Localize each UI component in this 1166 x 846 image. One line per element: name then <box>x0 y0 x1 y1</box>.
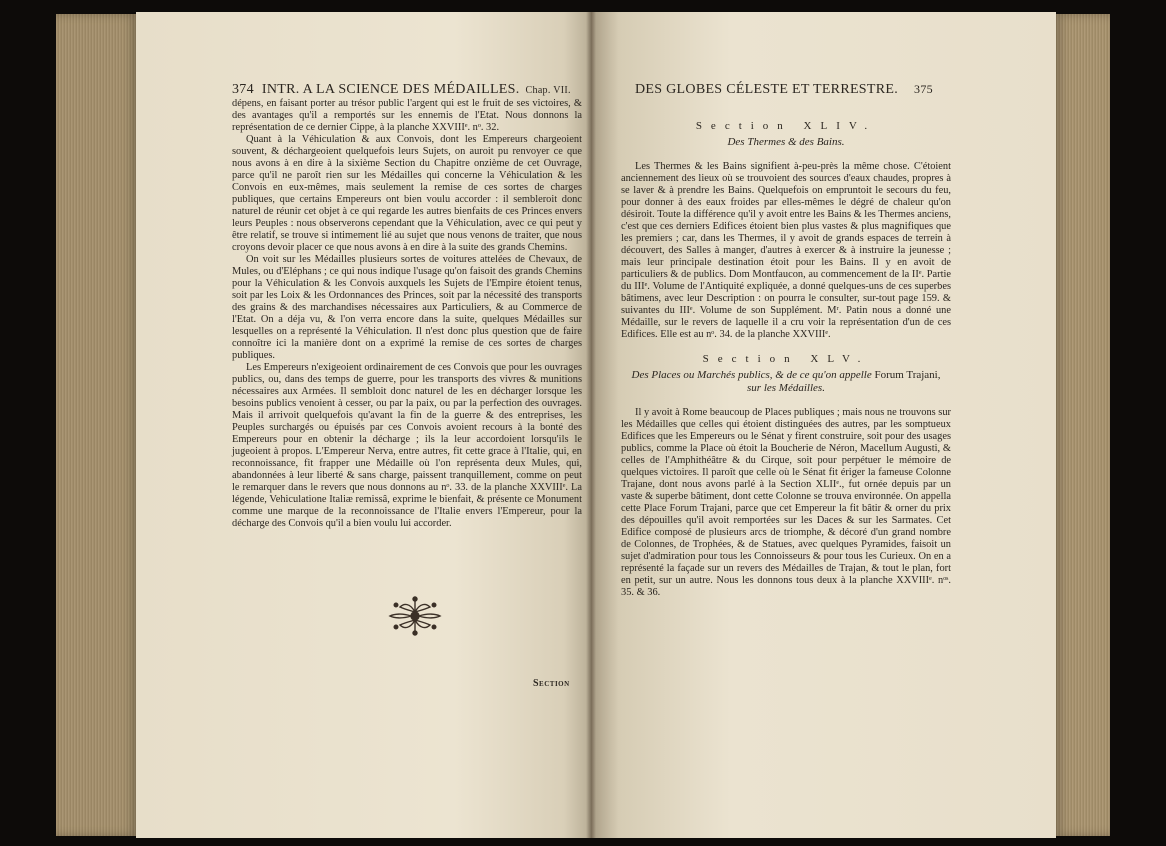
section-44-title: Section XLIV. <box>695 120 877 132</box>
left-running-head <box>232 82 571 98</box>
right-page <box>591 12 1056 838</box>
right-running-title: DES GLOBES CÉLESTE ET TERRESTRE. <box>635 82 899 97</box>
section-45-title: Section XLV. <box>702 353 870 365</box>
left-paragraph-3: On voit sur les Médailles plusieurs sortes de voitures attelées de Chevaux, de Mules, ou d'Eléphans ; ce qui nous indique l'usage qu'on faisoit des grands Chemins pour la Véhiculation & les Convois auxquels les Sujets de l'Empire étoient tenus, soit par les Loix & les Ordonnances des Princes, soit par la nécessité des transports des grains & des marchandises nécessaires aux Particuliers, & au Commerce de l'Etat. On a déja vu, & l'on verra encore dans la suite, quelques Médailles sur lesquelles on a représenté la Véhiculation. Il n'est donc plus question que de faire connoître ici la manière dont on a exprimé la remise de ces sortes de charges publiques. <box>232 254 582 361</box>
right-running-head <box>635 82 933 98</box>
left-page-number: 374 <box>232 82 254 97</box>
left-page <box>136 12 591 838</box>
left-page-edges <box>56 14 138 836</box>
left-paragraph-1: dépens, en faisant porter au trésor public l'argent qui est le fruit de ses victoires, & des avantages qu'il a remportés sur les ennemis de l'Etat. Nous donnons la représentation de ce dernier Cippe, à la planche XXVIIIᵉ. nᵒ. 32. <box>232 98 582 133</box>
section-45-subtitle-end: sur les Médailles. <box>747 382 825 394</box>
section-45-paragraph: Il y avoit à Rome beaucoup de Places publiques ; mais nous ne trouvons sur les Médailles que celles qui étoient distinguées des autres, par les somptueux Edifices que les Empereurs ou le Sénat y firent construire, soit pour des usages publics, comme la Place où étoit la Boucherie de Néron, Macellum Augusti, & celles de l'Amphithéâtre & du Cirque, soit pour perpétuer le mémoire de quelques victoires. Il paroît que celle où le Sénat fit ériger la fameuse Colonne Trajane, dont nous avons parlé à la Section XLIIᵉ., fut ornée depuis par un vaste & superbe bâtiment, dont cette Colonne se trouva environnée. On appella cette Place Forum Trajani, parce que cet Empereur la fit bâtir & orner du prix des dépouilles qu'il avoit remportées sur les Daces & sur les Sarmates. Cet Edifice composé de plusieurs arcs de triomphe, & décoré d'un grand nombre de Colonnes, de Trophées, & de Statues, avec quelques Pyramides, faisoit un sujet d'admiration pour tous les Connoisseurs & pour tous les Curieux. On en a représenté la façade sur un revers des Médailles de Trajan, & tout le plan, fort en petit, sur un autre. Nous les donnons tous deux à la planche XXVIIIᵉ. nᵒˢ. 35. & 36. <box>621 407 951 598</box>
section-45-subtitle-italic: Des Places ou Marchés publics, & de ce qu'on appelle <box>631 369 872 381</box>
right-body-text <box>621 112 951 599</box>
right-page-number: 375 <box>914 82 933 96</box>
section-45-subtitle-roman: Forum Trajani, <box>874 369 941 381</box>
left-paragraph-2: Quant à la Véhiculation & aux Convois, dont les Empereurs chargeoient souvent, & déchargeoient quelquefois leurs Sujets, on auroit pu renvoyer ce que nous avons à en dire à la sixième Section du Chapitre onzième de cet Ouvrage, parce qu'il ne paroît rien sur les Médailles qui concerne la Véhiculation & les Convois en eux-mêmes, mais seulement la remise de ces sortes de charges publiques, que certains Empereurs ont bien voulu accorder : il sembleroit donc naturel de réunir cet objet à ce qui regarde les autres bienfaits de ces Princes envers leurs Peuples : nous observerons cependant que la Véhiculation, avec ce qui peut y être relatif, se trouve si intimement lié au sujet que nous venons de traiter, que nous croyons devoir placer ce que nous avons à en dire à la suite des grands Chemins. <box>232 134 582 253</box>
catchword: Section <box>533 678 570 689</box>
right-page-edges <box>1054 14 1110 836</box>
left-running-title: INTR. A LA SCIENCE DES MÉDAILLES. <box>261 82 520 97</box>
section-45-subtitle <box>621 369 951 395</box>
left-chapter: Chap. VII. <box>525 85 571 96</box>
section-44-subtitle: Des Thermes & des Bains. <box>727 136 845 148</box>
left-paragraph-4: Les Empereurs n'exigeoient ordinairement de ces Convois que pour les ouvrages publics, ou, dans des temps de guerre, pour les transports des vivres & munitions nécessaires aux Armées. Il sembloit donc naturel de les en décharger lorsque les besoins publics venoient à cesser, ou par la paix, ou par la perfection des ouvrages. Mais il arrivoit quelquefois qu'avant la fin de la guerre & des entreprises, les Peuples surchargés ou épuisés par ces Convois avoient recours à la bonté des Empereurs pour en obtenir la décharge ; ils la leur accordoient lorsqu'ils le jugeoient à propos. L'Empereur Nerva, entre autres, fit cette grace à l'Italie, qui, en reconnoissance, fit frapper une Médaille où l'on représenta deux Mules, qui, abandonnées à leur liberté & sans charge, paissent tranquillement, comme on peut le remarquer dans le revers que nous donnons au nᵒ. 33. de la planche XXVIIIᵉ. La légende, Vehiculatione Italiæ remissâ, exprime le bienfait, & présente ce Monument comme une marque de la reconnoissance de l'Italie envers l'Empereur, pour la décharge des Convois qu'il a bien voulu lui accorder. <box>232 362 582 529</box>
book-gutter <box>586 12 596 838</box>
section-44-paragraph: Les Thermes & les Bains signifient à-peu-près la même chose. C'étoient anciennement des lieux où se trouvoient des sources d'eaux chaudes, propres à se laver & à prendre les Bains. Quelquefois on empruntoit le secours du feu, pour donner à des eaux froides par elles-mêmes le dégré de chaleur qu'on désiroit. Toute la différence qu'il y avoit entre les Bains & les Thermes anciens, c'est que ces derniers Edifices étoient bien plus vastes & plus magnifiques que les premiers ; car, dans les Thermes, il y avoit de grands espaces de terrein à découvert, des Salles à manger, d'autres à exercer & à instruire la jeunesse ; mais leur principale destination étoit pour les Bains. Il y en avoit de particuliers & de publics. Dom Montfaucon, au commencement de la IIᵉ. Partie du IIIᵉ. Volume de l'Antiquité expliquée, a donné quelques-uns de ces superbes bâtimens, avec leur Description : on pourra le consulter, sur-tout page 159. & suivantes du IIIᵉ. Volume de son Supplément. Mʳ. Patin nous a donné une Médaille, sur le revers de laquelle il a cru voir la représentation d'un de ces Edifices. Elle est au nᵒ. 34. de la planche XXVIIIᵉ. <box>621 161 951 340</box>
floral-ornament-icon <box>386 595 444 637</box>
left-body-text <box>232 98 582 530</box>
